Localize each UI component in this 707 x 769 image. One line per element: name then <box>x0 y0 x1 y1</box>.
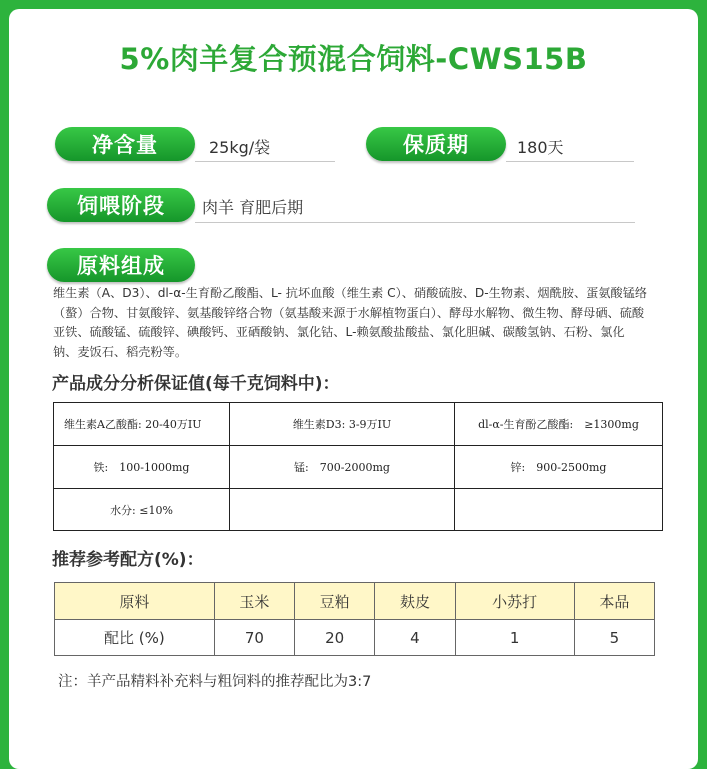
page-title: 5%肉羊复合预混合饲料-CWS15B <box>119 42 588 76</box>
analysis-cell <box>230 489 455 531</box>
formula-header-cell: 小苏打 <box>455 583 574 620</box>
analysis-cell: 维生素A乙酸酯: 20-40万IU <box>54 403 230 446</box>
analysis-table <box>53 402 663 531</box>
formula-value-cell: 4 <box>375 620 455 656</box>
net-weight-value: 25kg/袋 <box>209 138 271 157</box>
analysis-cell: 锌: 900-2500mg <box>455 446 663 489</box>
footnote: 注：羊产品精料补充料与粗饲料的推荐配比为3:7 <box>58 674 372 690</box>
shelf-life-value: 180天 <box>517 138 564 157</box>
ingredients-text: 维生素（A、D3）、dl-α-生育酚乙酸酯、L- 抗坏血酸（维生素 C）、硝酸硫胺、D-生物素、烟酰胺、蛋氨酸锰络（螯）合物、甘氨酸锌、氨基酸锌络合物（氨基酸来源于水解植物蛋白）、酵母水解物、微生物、酵母硒、硫酸亚铁、硫酸锰、硫酸锌、碘酸钙、亚硒酸钠、氯化钴、L-赖氨酸盐酸盐、氯化胆碱、碳酸氢钠、石粉、氯化钠、麦饭石、稻壳粉等。 <box>53 286 648 359</box>
analysis-cell: 铁: 100-1000mg <box>54 446 230 489</box>
formula-header-cell: 玉米 <box>214 583 294 620</box>
formula-table <box>54 582 655 656</box>
analysis-cell: dl-α-生育酚乙酸酯: ≥1300mg <box>455 403 663 446</box>
divider <box>195 222 635 223</box>
analysis-heading: 产品成分分析保证值(每千克饲料中)： <box>52 374 340 394</box>
formula-heading: 推荐参考配方(%)： <box>52 550 204 570</box>
formula-value-cell: 1 <box>455 620 574 656</box>
formula-value-cell: 70 <box>214 620 294 656</box>
formula-value-cell: 20 <box>295 620 375 656</box>
analysis-cell: 锰: 700-2000mg <box>230 446 455 489</box>
formula-value-cell: 5 <box>574 620 654 656</box>
analysis-cell <box>455 489 663 531</box>
formula-header-cell: 原料 <box>55 583 215 620</box>
divider <box>195 161 335 162</box>
feeding-stage-label: 饲喂阶段 <box>47 188 195 222</box>
formula-header-cell: 麸皮 <box>375 583 455 620</box>
analysis-cell: 维生素D3: 3-9万IU <box>230 403 455 446</box>
shelf-life-label: 保质期 <box>366 127 506 161</box>
ingredients-label: 原料组成 <box>47 248 195 282</box>
formula-header-cell: 豆粕 <box>295 583 375 620</box>
net-weight-label: 净含量 <box>55 127 195 161</box>
formula-header-cell: 本品 <box>574 583 654 620</box>
feeding-stage-value: 肉羊 育肥后期 <box>202 198 304 217</box>
divider <box>506 161 634 162</box>
analysis-cell: 水分: ≤10% <box>54 489 230 531</box>
formula-value-cell: 配比 (%) <box>55 620 215 656</box>
